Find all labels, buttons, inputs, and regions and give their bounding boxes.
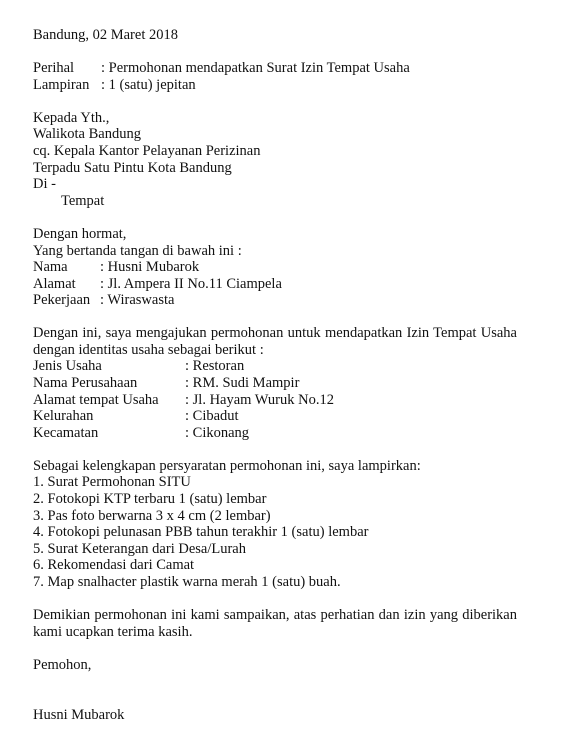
- attachment-item: 7. Map snalhacter plastik warna merah 1 (satu) buah.: [33, 574, 341, 590]
- business-label: Kelurahan: [33, 408, 94, 424]
- business-label: Alamat tempat Usaha: [33, 392, 159, 408]
- applicant-label: Nama: [33, 259, 68, 275]
- attachment-item: 1. Surat Permohonan SITU: [33, 474, 191, 490]
- business-value: : Cikonang: [185, 425, 250, 441]
- applicant-label: Alamat: [33, 276, 76, 292]
- applicant-value: : Husni Mubarok: [100, 259, 200, 275]
- business-label: Nama Perusahaan: [33, 375, 138, 391]
- business-value: : Jl. Hayam Wuruk No.12: [185, 392, 334, 408]
- attachments-intro: Sebagai kelengkapan persyaratan permohonan ini, saya lampirkan:: [33, 458, 421, 474]
- sign-label: Pemohon,: [33, 657, 92, 673]
- intro-text: Yang bertanda tangan di bawah ini :: [33, 243, 242, 259]
- business-label: Jenis Usaha: [33, 358, 102, 374]
- attachment-item: 5. Surat Keterangan dari Desa/Lurah: [33, 541, 246, 557]
- greeting: Dengan hormat,: [33, 226, 127, 242]
- perihal-label: Perihal: [33, 60, 75, 76]
- recipient-line: Di -: [33, 176, 56, 192]
- recipient-line: Walikota Bandung: [33, 126, 141, 142]
- lampiran-value: : 1 (satu) jepitan: [101, 77, 196, 93]
- recipient-line: Tempat: [61, 193, 105, 209]
- recipient-line: Terpadu Satu Pintu Kota Bandung: [33, 160, 232, 176]
- applicant-value: : Wiraswasta: [100, 292, 175, 308]
- attachment-item: 3. Pas foto berwarna 3 x 4 cm (2 lembar): [33, 508, 271, 524]
- attachment-item: 4. Fotokopi pelunasan PBB tahun terakhir 1 (satu) lembar: [33, 524, 369, 540]
- perihal-value: : Permohonan mendapatkan Surat Izin Tempat Usaha: [101, 60, 410, 76]
- recipient-line: cq. Kepala Kantor Pelayanan Perizinan: [33, 143, 261, 159]
- closing-paragraph: Demikian permohonan ini kami sampaikan, atas perhatian dan izin yang diberikan kami ucapkan terima kasih.: [33, 607, 517, 640]
- attachment-item: 2. Fotokopi KTP terbaru 1 (satu) lembar: [33, 491, 267, 507]
- business-value: : Restoran: [185, 358, 245, 374]
- sign-name: Husni Mubarok: [33, 707, 125, 723]
- request-paragraph: Dengan ini, saya mengajukan permohonan untuk mendapatkan Izin Tempat Usaha dengan identitas usaha sebagai berikut :: [33, 325, 517, 358]
- business-label: Kecamatan: [33, 425, 99, 441]
- attachment-item: 6. Rekomendasi dari Camat: [33, 557, 195, 573]
- business-value: : RM. Sudi Mampir: [185, 375, 300, 391]
- applicant-value: : Jl. Ampera II No.11 Ciampela: [100, 276, 282, 292]
- place-date: Bandung, 02 Maret 2018: [33, 27, 178, 43]
- recipient-line: Kepada Yth.,: [33, 110, 110, 126]
- business-value: : Cibadut: [185, 408, 239, 424]
- applicant-label: Pekerjaan: [33, 292, 91, 308]
- lampiran-label: Lampiran: [33, 77, 90, 93]
